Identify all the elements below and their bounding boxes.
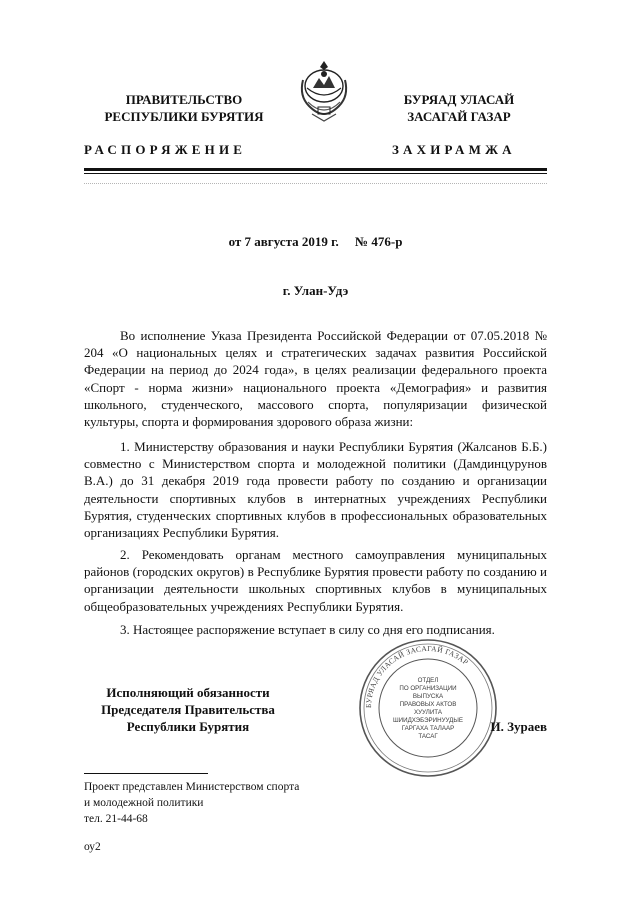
doc-type-ru: РАСПОРЯЖЕНИЕ: [84, 142, 247, 157]
org-name-bua-line1: БУРЯАД УЛАСАЙ: [403, 92, 515, 107]
org-name-bua-line2: ЗАСАГАЙ ГАЗАР: [407, 109, 511, 124]
item-1-text: 1. Министерству образования и науки Республики Бурятия (Жалсанов Б.Б.) совместно с Министерством спорта и молодежной политики (Дамдинцурунов В.А.) до 31 декабря 2019 года провести работу по созданию и организации деятельности спортивных клубов в интернатных учреждениях Республики Бурятия, студенческих спортивных клубов в профессиональных образовательных организациях Республики Бурятия.: [84, 439, 547, 541]
footer-line2: и молодежной политики: [84, 797, 204, 809]
stamp-line-7: ГАРГАХА ТАЛААР: [401, 725, 455, 732]
org-name-ru: [84, 91, 284, 125]
stamp-line-1: ОТДЕЛ: [417, 677, 439, 684]
item-2-paragraph: [84, 546, 547, 615]
header-dotted-line: [84, 183, 547, 184]
stamp-line-2: ПО ОРГАНИЗАЦИИ: [399, 685, 457, 692]
doc-type-bua: ЗАХИРАМЖА: [392, 142, 516, 157]
org-name-ru-line2: РЕСПУБЛИКИ БУРЯТИЯ: [104, 109, 264, 124]
signatory-title-line2: Председателя Правительства: [101, 702, 275, 717]
date-number: от 7 августа 2019 г. № 476-р: [228, 234, 403, 249]
item-3-paragraph: [84, 621, 547, 638]
city: г. Улан-Удэ: [282, 283, 349, 298]
signatory-title-line3: Республики Бурятия: [126, 719, 250, 734]
stamp-line-4: ПРАВОВЫХ АКТОВ: [399, 701, 457, 708]
header-rule-thick: [84, 168, 547, 171]
stamp-line-3: ВЫПУСКА: [412, 693, 444, 700]
preamble-paragraph: [84, 327, 547, 430]
header-rule-thin: [84, 173, 547, 174]
stamp-line-8: ТАСАГ: [418, 733, 438, 740]
emblem-icon: [295, 58, 353, 124]
item-3-text: 3. Настоящее распоряжение вступает в силу со дня его подписания.: [120, 622, 495, 637]
org-name-ru-line1: ПРАВИТЕЛЬСТВО: [125, 92, 243, 107]
stamp-ring-text: БУРЯАД УЛАСАЙ ЗАСАГАЙ ГАЗАР: [363, 643, 471, 709]
stamp-icon: [358, 638, 498, 778]
footer-line1: Проект представлен Министерством спорта: [84, 781, 300, 793]
footer-code: оу2: [84, 841, 101, 853]
signatory-title: [84, 684, 292, 735]
signatory-name: И. Зураев: [490, 719, 547, 734]
footer-line3: тел. 21-44-68: [84, 813, 148, 825]
item-1-paragraph: [84, 438, 547, 541]
item-2-text: 2. Рекомендовать органам местного самоуправления муниципальных районов (городских округов) в Республике Бурятия провести работу по созданию и организации деятельности школьных спортивных клубов в муниципальных общеобразовательных учреждениях Республики Бурятия.: [84, 547, 547, 614]
signatory-title-line1: Исполняющий обязанности: [106, 685, 270, 700]
stamp-line-6: ШИИДХЭБЭРИНУУДЫЕ: [393, 717, 463, 724]
stamp-line-5: ХУУЛИТА: [414, 709, 442, 716]
footer-rule: [84, 773, 208, 774]
org-name-bua: [374, 91, 544, 125]
preamble-text: Во исполнение Указа Президента Российской Федерации от 07.05.2018 № 204 «О национальных целях и стратегических задачах развития Российской Федерации на период до 2024 года», в целях реализации федерального проекта «Спорт - норма жизни» национального проекта «Демография» и развития школьного, студенческого, массового спорта, популяризации физической культуры, спорта и формирования здорового образа жизни:: [84, 328, 547, 430]
